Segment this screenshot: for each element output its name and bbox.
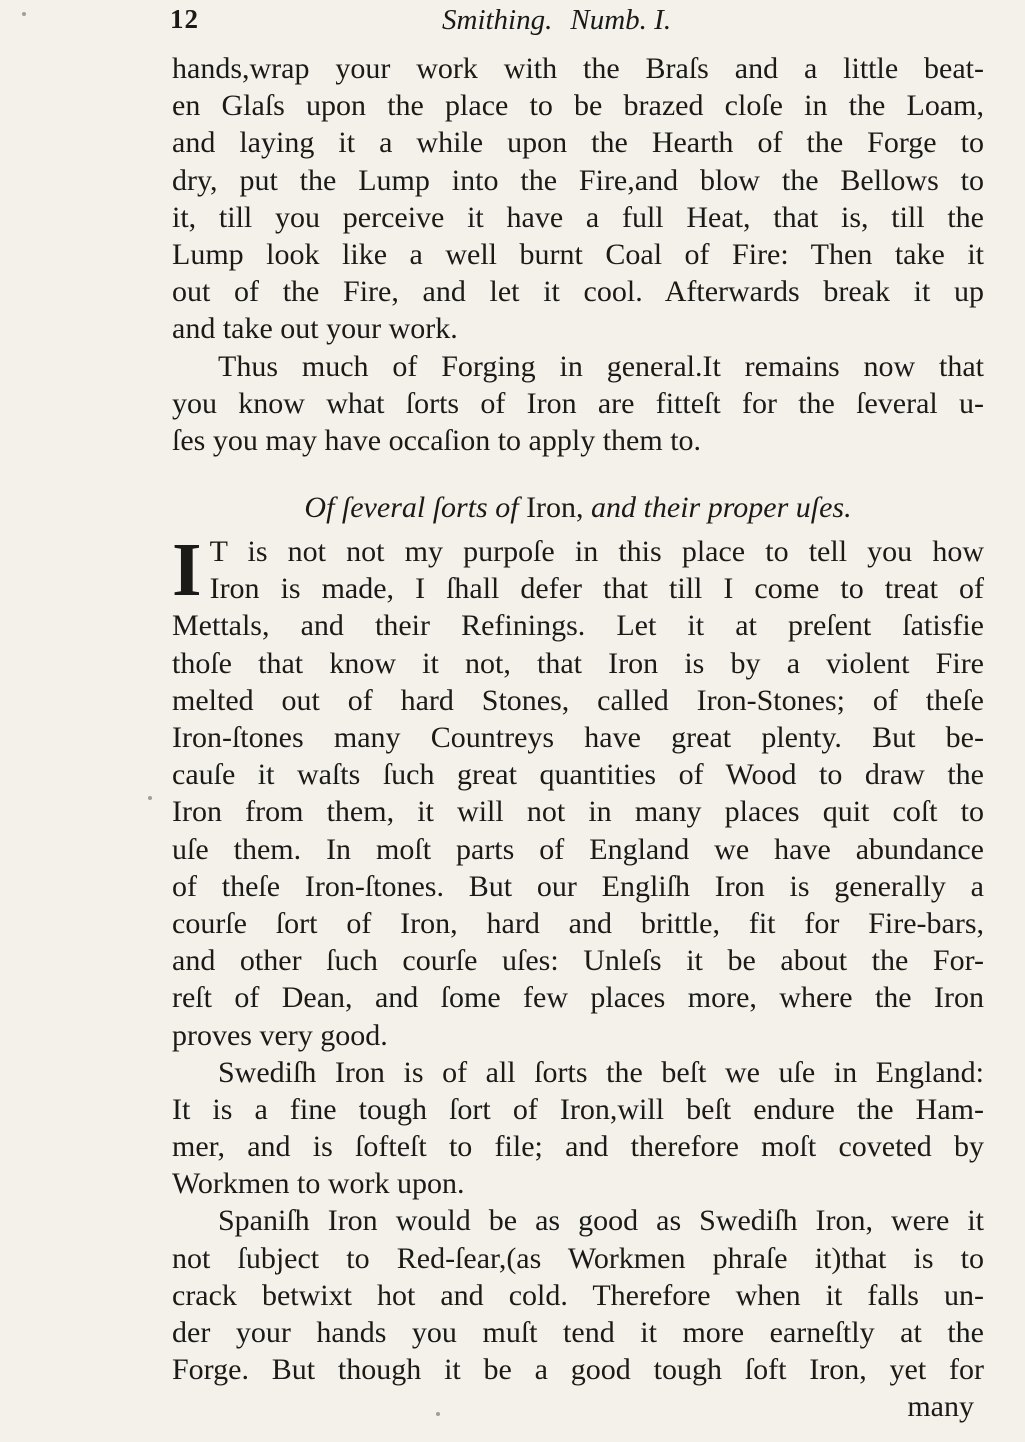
paragraph-2 xyxy=(172,348,984,460)
paper-speck xyxy=(436,1412,440,1416)
text-line: courſe ſort of Iron, hard and brittle, fit for Fire-bars, xyxy=(172,906,984,940)
text-line: it, till you perceive it have a full Heat, that is, till the xyxy=(172,200,984,234)
catchword: many xyxy=(907,1390,974,1424)
text-line: Workmen to work upon. xyxy=(172,1167,465,1201)
text-line: T is not not my purpoſe in this place to tell you how xyxy=(209,535,984,569)
text-line: Mettals, and their Refinings. Let it at preſent ſatisfie xyxy=(172,609,984,643)
page-header xyxy=(170,4,810,44)
text-line: en Glaſs upon the place to be brazed cloſe in the Loam, xyxy=(172,89,984,123)
text-line: proves very good. xyxy=(172,1018,388,1052)
running-title-part-a: Smithing. xyxy=(442,4,553,36)
running-title xyxy=(442,4,671,37)
paper-speck xyxy=(22,12,26,16)
text-line: Iron is made, I ſhall defer that till I come to treat of xyxy=(209,572,984,606)
paragraph-5 xyxy=(172,1202,984,1388)
text-line: and laying it a while upon the Hearth of the Forge to xyxy=(172,126,984,160)
text-line: hands,wrap your work with the Braſs and a little beat- xyxy=(172,52,984,85)
text-line: dry, put the Lump into the Fire,and blow the Bellows to xyxy=(172,163,984,197)
text-line: Iron-ſtones many Countreys have great plenty. But be- xyxy=(172,721,984,754)
text-line: not ſubject to Red-ſear,(as Workmen phraſe it)that is to xyxy=(172,1241,984,1275)
section-heading-part-c: and their proper uſes. xyxy=(591,491,852,525)
text-line: Swediſh Iron is of all ſorts the beſt we uſe in England: xyxy=(218,1055,984,1089)
paragraph-3 xyxy=(172,533,984,1054)
paper-speck xyxy=(148,796,152,800)
text-line: uſe them. In moſt parts of England we have abundance xyxy=(172,832,984,866)
page-number: 12 xyxy=(170,4,199,34)
paragraph-4 xyxy=(172,1054,984,1203)
text-line: Spaniſh Iron would be as good as Swediſh Iron, were it xyxy=(218,1204,984,1238)
text-line: and take out your work. xyxy=(172,312,458,346)
running-title-part-b: Numb. I. xyxy=(570,4,672,36)
text-line: It is a fine tough ſort of Iron,will beſt endure the Ham- xyxy=(172,1092,984,1126)
text-line: ſes you may have occaſion to apply them to. xyxy=(172,423,702,457)
drop-cap: I xyxy=(172,533,202,613)
text-line: Iron from them, it will not in many places quit coſt to xyxy=(172,795,984,829)
text-line: of theſe Iron-ſtones. But our Engliſh Iron is generally a xyxy=(172,869,984,903)
section-heading-part-b: Iron, xyxy=(526,491,584,525)
section-heading xyxy=(172,483,984,533)
text-line: Forge. But though it be a good tough ſoft Iron, yet for xyxy=(172,1353,984,1387)
text-line: der your hands you muſt tend it more earneſtly at the xyxy=(172,1316,984,1349)
text-line: crack betwixt hot and cold. Therefore when it falls un- xyxy=(172,1278,984,1312)
page-body xyxy=(172,50,984,1425)
text-line: reſt of Dean, and ſome few places more, where the Iron xyxy=(172,981,984,1015)
paragraph-1 xyxy=(172,50,984,348)
text-line: out of the Fire, and let it cool. Afterwards break it up xyxy=(172,275,984,309)
text-line: Thus much of Forging in general.It remains now that xyxy=(218,349,984,383)
text-line: Lump look like a well burnt Coal of Fire: Then take it xyxy=(172,237,984,271)
section-heading-part-a: Of ſeveral ſorts of xyxy=(304,491,519,525)
text-line: mer, and is ſofteſt to file; and therefore moſt coveted by xyxy=(172,1130,984,1164)
text-line: you know what ſorts of Iron are fitteſt for the ſeveral u- xyxy=(172,386,984,420)
text-line: cauſe it waſts ſuch great quantities of Wood to draw the xyxy=(172,758,984,792)
text-line: melted out of hard Stones, called Iron-Stones; of theſe xyxy=(172,683,984,717)
text-line: and other ſuch courſe uſes: Unleſs it be about the For- xyxy=(172,944,984,978)
text-line: thoſe that know it not, that Iron is by a violent Fire xyxy=(172,646,984,680)
